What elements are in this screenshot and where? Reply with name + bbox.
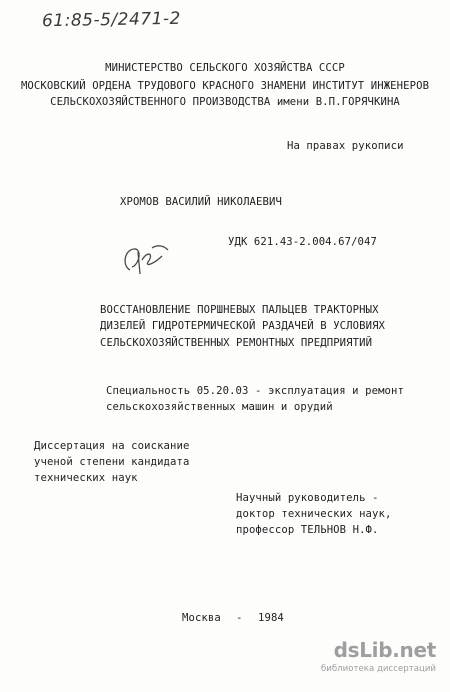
specialty-line-2: сельскохозяйственных машин и орудий	[106, 401, 333, 413]
institute-line-2: СЕЛЬСКОХОЗЯЙСТВЕННОГО ПРОИЗВОДСТВА имени В.П.ГОРЯЧКИНА	[50, 96, 400, 108]
specialty-line-1: Специальность 05.20.03 - эксплуатация и ремонт	[106, 385, 404, 397]
dissertation-line-2: ученой степени кандидата	[34, 456, 190, 468]
udc-code: УДК 621.43-2.004.67/047	[228, 236, 377, 248]
rights-note: На правах рукописи	[287, 140, 404, 152]
dissertation-line-1: Диссертация на соискание	[34, 440, 190, 452]
supervisor-line-3: профессор ТЕЛЬНОВ Н.Ф.	[236, 524, 379, 536]
supervisor-line-2: доктор технических наук,	[236, 508, 392, 520]
thesis-title-line-2: ДИЗЕЛЕЙ ГИДРОТЕРМИЧЕСКОЙ РАЗДАЧЕЙ В УСЛОВИЯХ	[100, 320, 386, 332]
supervisor-line-1: Научный руководитель -	[236, 492, 379, 504]
city: Москва	[182, 612, 221, 624]
dslib-watermark	[320, 638, 440, 682]
thesis-title-line-1: ВОССТАНОВЛЕНИЕ ПОРШНЕВЫХ ПАЛЬЦЕВ ТРАКТОРНЫХ	[100, 304, 379, 316]
institute-line: МОСКОВСКИЙ ОРДЕНА ТРУДОВОГО КРАСНОГО ЗНАМЕНИ ИНСТИТУТ ИНЖЕНЕРОВ	[20, 80, 430, 92]
ministry-line: МИНИСТЕРСТВО СЕЛЬСКОГО ХОЗЯЙСТВА СССР	[105, 62, 345, 74]
dissertation-line-3: технических наук	[34, 472, 138, 484]
year: 1984	[258, 612, 284, 624]
city-year-dash: -	[236, 612, 243, 624]
thesis-title-line-3: СЕЛЬСКОХОЗЯЙСТВЕННЫХ РЕМОНТНЫХ ПРЕДПРИЯТИЙ	[100, 337, 373, 349]
signature-stamp-icon	[118, 240, 178, 280]
author-name: ХРОМОВ ВАСИЛИЙ НИКОЛАЕВИЧ	[120, 196, 282, 208]
handwritten-catalog-code: 61:85-5/2471-2	[41, 8, 182, 32]
dslib-logo-text: dsLib.net	[333, 638, 436, 662]
dslib-logo-caption: библиотека диссертаций	[320, 664, 436, 674]
